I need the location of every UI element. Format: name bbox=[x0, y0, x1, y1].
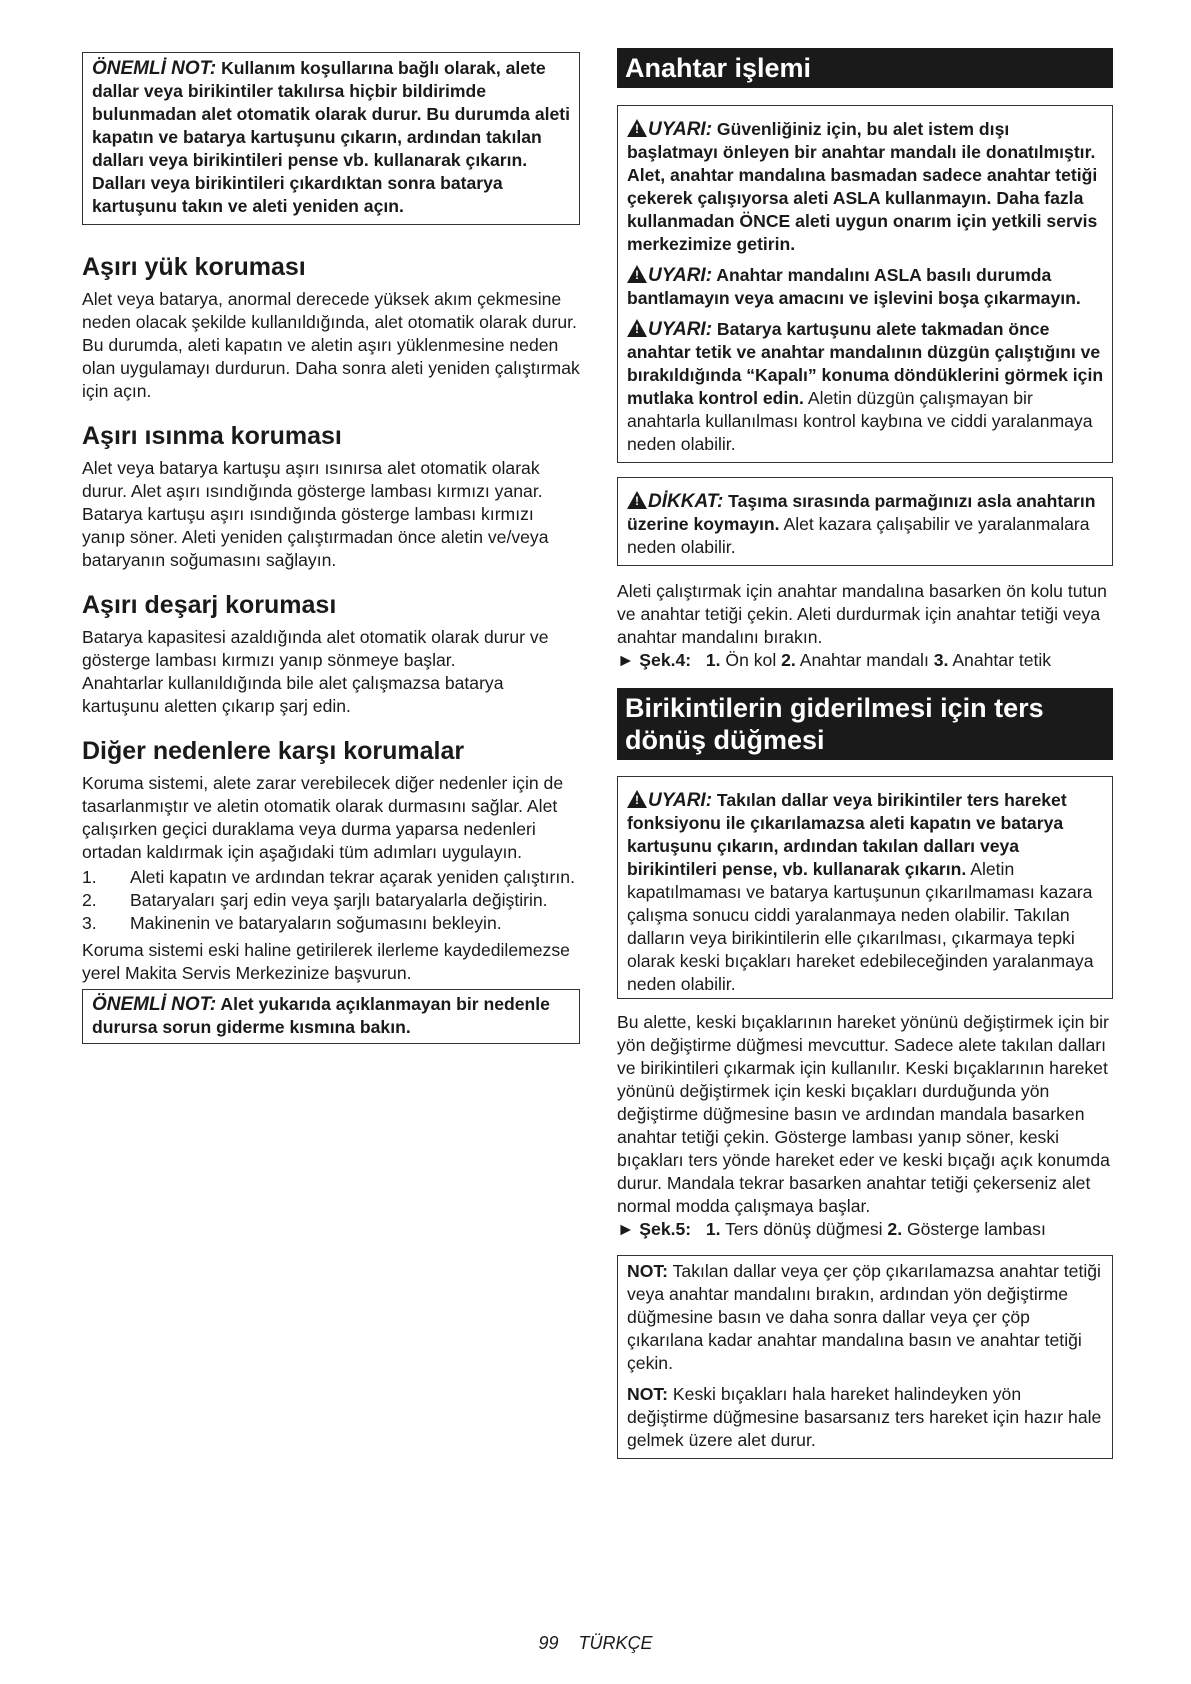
warning-triangle-icon bbox=[627, 265, 647, 283]
paragraph: Batarya kapasitesi azaldığında alet otomatik olarak durur ve gösterge lambası kırmızı yanıp sönmeye başlar. bbox=[82, 627, 549, 670]
note-text: Kullanım koşullarına bağlı olarak, alete dallar veya birikintiler takılırsa hiçbir bildirimde bulunmadan alet otomatik olarak durur. Bu durumda aleti kapatın ve batarya kartuşunu çıkarın, ardından takılan dalları veya birikintileri pense vb. kullanarak çıkarın. Dalları veya birikintileri çıkardıktan sonra batarya kartuşunu takın ve aleti yeniden açın. bbox=[92, 58, 571, 216]
caution-bold-text: Taşıma sırasında parmağınızı asla anahtarın üzerine koymayın. bbox=[627, 491, 1096, 534]
left-column bbox=[82, 52, 580, 1044]
warning-label: UYARI: bbox=[648, 265, 713, 286]
warning-triangle-icon bbox=[627, 790, 647, 808]
step-number: 2. bbox=[82, 890, 97, 910]
warning-bold-text: Güvenliğiniz için, bu alet istem dışı başlatmayı önleyen bir anahtar mandalı ile donatılmıştır. Alet, anahtar mandalına basmadan sadece anahtar tetiği çekerek çalışıyorsa aleti ASLA kullanmayın. Daha fazla kullanmadan ÖNCE aleti uygun onarım için yetkili servis merkezimize getirin. bbox=[627, 119, 1098, 254]
item-number: 2. bbox=[781, 650, 796, 670]
note-label: ÖNEMLİ NOT: bbox=[92, 994, 217, 1015]
section-title: Diğer nedenlere karşı korumalar bbox=[82, 737, 465, 765]
section-title: Aşırı deşarj koruması bbox=[82, 591, 337, 619]
paragraph: Koruma sistemi eski haline getirilerek ilerleme kaydedilemezse yerel Makita Servis Merkezinize başvurun. bbox=[82, 940, 570, 983]
step-text: Makinenin ve bataryaların soğumasını bekleyin. bbox=[130, 913, 502, 933]
caution-box bbox=[617, 477, 1113, 566]
paragraph: Bu alette, keski bıçaklarının hareket yönünü değiştirmek için bir yön değiştirme düğmesi mevcuttur. Sadece alete takılan dalları ve birikintileri çıkarmak için kullanılır. Keski bıçaklarının hareket yönünü değiştirmek için keski bıçakları durduğunda yön değiştirme düğmesine basın ve ardından mandala basarken anahtar tetiği çekin. Gösterge lambası yanıp söner, keski bıçakları ters yönde hareket eder ve keski bıçağı açık konumda durur. Mandala tekrar basarken anahtar tetiği çekerseniz alet normal modda çalışmaya başlar. bbox=[617, 1012, 1110, 1216]
caution-text: Alet kazara çalışabilir ve yaralanmalara neden olabilir. bbox=[627, 514, 1090, 557]
warning bbox=[627, 118, 1104, 256]
warning-text: Aletin düzgün çalışmayan bir anahtarla kullanılması kontrol kaybına ve ciddi yaralanmaya neden olabilir. bbox=[627, 388, 1093, 454]
warning bbox=[627, 264, 1104, 310]
note-text: Alet yukarıda açıklanmayan bir nedenle durursa sorun giderme kısmına bakın. bbox=[92, 994, 550, 1037]
note-label: ÖNEMLİ NOT: bbox=[92, 58, 217, 79]
warning-triangle-icon bbox=[627, 319, 647, 337]
paragraph: Anahtarlar kullanıldığında bile alet çalışmazsa batarya kartuşunu aletten çıkarıp şarj edin. bbox=[82, 673, 504, 716]
step-text: Aleti kapatın ve ardından tekrar açarak yeniden çalıştırın. bbox=[130, 867, 575, 887]
list-item bbox=[82, 912, 580, 935]
figure-label: ► Şek.4: bbox=[617, 650, 692, 670]
warning-triangle-icon bbox=[627, 119, 647, 137]
note-text: Keski bıçakları hala hareket halindeyken yön değiştirme düğmesine basarsanız ters hareket için hazır hale gelmek üzere alet durur. bbox=[627, 1384, 1102, 1450]
paragraph: Koruma sistemi, alete zarar verebilecek diğer nedenler için de tasarlanmıştır ve aletin otomatik olarak durmasını sağlar. Alet çalışırken geçici duraklama veya durma yaparsa nedenleri ortadan kaldırmak için aşağıdaki tüm adımları uygulayın. bbox=[82, 773, 564, 862]
paragraph: Alet veya batarya kartuşu aşırı ısınırsa alet otomatik olarak durur. Alet aşırı ısındığında gösterge lambası kırmızı yanar. Batarya kartuşu aşırı ısındığında gösterge lambası kırmızı yanıp söner. Aleti yeniden çalıştırmadan önce aletin ve/veya bataryanın soğumasını sağlayın. bbox=[82, 458, 549, 570]
item-number: 2. bbox=[887, 1219, 903, 1239]
paragraph: Aleti çalıştırmak için anahtar mandalına basarken ön kolu tutun ve anahtar tetiği çekin. Aleti durdurmak için anahtar tetiği veya anahtar mandalını bırakın. bbox=[617, 581, 1107, 647]
paragraph: Alet veya batarya, anormal derecede yüksek akım çekmesine neden olacak şekilde kullanıldığında, alet otomatik olarak durur. Bu durumda, aleti kapatın ve aletin aşırı yüklenmesine neden olan uygulamayı durdurun. Daha sonra aleti yeniden çalıştırmak için açın. bbox=[82, 289, 580, 401]
warning-text: Aletin kapatılmaması ve batarya kartuşunun çıkarılmaması kazara çalışma sonucu ciddi yaralanmaya neden olabilir. Takılan dalların veya birikintilerin elle çıkarılması, çıkarmaya tepki olarak keski bıçakları hareket edebileceğinden yaralanmaya neden olabilir. bbox=[627, 859, 1094, 994]
item-text: Ön kol bbox=[720, 650, 782, 670]
section-title-bar: Birikintilerin giderilmesi için ters dönüş düğmesi bbox=[617, 688, 1113, 760]
section-other-protection bbox=[82, 736, 580, 985]
important-note bbox=[92, 57, 571, 218]
step-number: 3. bbox=[82, 913, 97, 933]
section-overdischarge bbox=[82, 590, 580, 718]
item-text: Ters dönüş düğmesi bbox=[720, 1219, 888, 1239]
important-note-box bbox=[82, 989, 580, 1044]
warning-label: UYARI: bbox=[648, 319, 713, 340]
section-overload bbox=[82, 252, 580, 403]
section-overheat bbox=[82, 421, 580, 572]
note bbox=[627, 1383, 1104, 1452]
figure-reference bbox=[617, 1218, 1113, 1241]
section-title: Aşırı yük koruması bbox=[82, 253, 306, 281]
list-item bbox=[82, 866, 580, 889]
warning-label: UYARI: bbox=[648, 119, 713, 140]
page-footer bbox=[0, 1632, 1191, 1655]
warning-triangle-icon bbox=[627, 491, 647, 509]
note-label: NOT: bbox=[627, 1384, 669, 1404]
step-text: Bataryaları şarj edin veya şarjlı bataryalarla değiştirin. bbox=[130, 890, 548, 910]
important-note bbox=[92, 993, 571, 1039]
page-number: 99 bbox=[538, 1633, 559, 1653]
item-text: Anahtar tetik bbox=[948, 650, 1052, 670]
section-title-bar: Anahtar işlemi bbox=[617, 48, 1113, 88]
warning-box bbox=[617, 776, 1113, 999]
list-item bbox=[82, 889, 580, 912]
warning-bold-text: Anahtar mandalını ASLA basılı durumda bantlamayın veya amacını ve işlevini boşa çıkarmayın. bbox=[627, 265, 1081, 308]
item-text: Anahtar mandalı bbox=[795, 650, 934, 670]
warning-box bbox=[617, 105, 1113, 463]
note bbox=[627, 1260, 1104, 1375]
figure-label: ► Şek.5: bbox=[617, 1219, 692, 1239]
steps-list bbox=[82, 866, 580, 935]
warning bbox=[627, 318, 1104, 456]
warning-bold-text: Takılan dallar veya birikintiler ters hareket fonksiyonu ile çıkarılamazsa aleti kapatın ve batarya kartuşunu çıkarın, ardından takılan dalları veya birikintileri pense, vb. kullanarak çıkarın. bbox=[627, 790, 1067, 879]
important-note-box bbox=[82, 52, 580, 225]
figure-reference bbox=[617, 649, 1113, 672]
caution-label: DİKKAT: bbox=[648, 491, 724, 512]
item-text: Gösterge lambası bbox=[902, 1219, 1046, 1239]
warning bbox=[627, 789, 1104, 996]
item-number: 3. bbox=[933, 650, 949, 670]
warning-bold-text: Batarya kartuşunu alete takmadan önce anahtar tetik ve anahtar mandalının düzgün çalıştığını ve bırakıldığında “Kapalı” konuma döndüklerini görmek için mutlaka kontrol edin. bbox=[627, 319, 1104, 408]
caution bbox=[627, 490, 1104, 559]
section-title: Aşırı ısınma koruması bbox=[82, 422, 342, 450]
note-label: NOT: bbox=[627, 1261, 669, 1281]
item-number: 1. bbox=[705, 1219, 721, 1239]
right-column bbox=[617, 48, 1113, 1459]
language-label: TÜRKÇE bbox=[578, 1633, 653, 1653]
item-number: 1. bbox=[705, 650, 721, 670]
note-box bbox=[617, 1255, 1113, 1459]
warning-label: UYARI: bbox=[648, 790, 713, 811]
step-number: 1. bbox=[82, 867, 97, 887]
note-text: Takılan dallar veya çer çöp çıkarılamazsa anahtar tetiği veya anahtar mandalını bırakın, ardından yön değiştirme düğmesine basın ve daha sonra dallar veya çer çöp çıkarılana kadar anahtar mandalına basın ve anahtar tetiği çekin. bbox=[627, 1261, 1101, 1373]
